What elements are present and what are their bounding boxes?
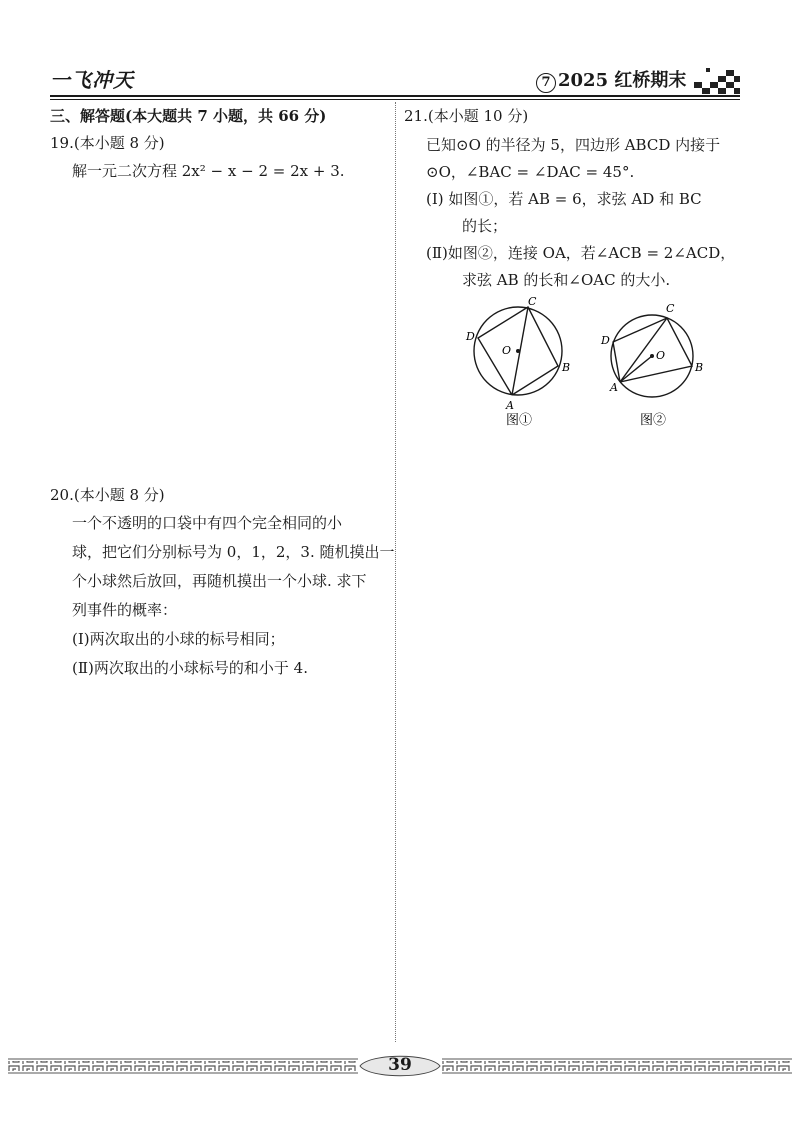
fig2-label-O: O <box>656 349 666 362</box>
figure-1 <box>465 296 570 426</box>
q21-line-4: 的长； <box>462 217 508 235</box>
q21-line-3: (Ⅰ) 如图①，若 AB = 6，求弦 AD 和 BC <box>426 190 702 208</box>
figure-2 <box>600 302 703 426</box>
series-title <box>536 66 686 93</box>
section-title: 三、解答题(本大题共 7 小题，共 66 分) <box>50 107 327 125</box>
q20-line-3: 个小球然后放回，再随机摸出一个小球. 求下 <box>72 572 367 590</box>
series-number: 7 <box>536 73 556 93</box>
page-number: 39 <box>388 1055 412 1075</box>
q21-line-1: 已知⊙O 的半径为 5，四边形 ABCD 内接于 <box>426 136 721 154</box>
q21-line-2: ⊙O，∠BAC = ∠DAC = 45°. <box>426 163 635 181</box>
fig1-label-O: O <box>502 344 512 357</box>
fig2-label-C: C <box>666 302 675 315</box>
q20-line-2: 球，把它们分别标号为 0，1，2，3. 随机摸出一 <box>72 543 395 561</box>
q19-label: 19.(本小题 8 分) <box>50 134 165 152</box>
fig2-caption: 图② <box>640 413 667 426</box>
fig1-label-C: C <box>528 296 537 308</box>
fig1-caption: 图① <box>506 413 533 426</box>
q19-text: 解一元二次方程 2x² − x − 2 = 2x + 3. <box>72 162 345 180</box>
fig2-label-A: A <box>610 381 618 394</box>
q21-figures <box>462 296 722 426</box>
q21-label: 21.(本小题 10 分) <box>404 107 529 125</box>
series-text: 2025 红桥期末 <box>558 70 687 91</box>
fig1-label-A: A <box>506 399 514 412</box>
q21-line-6: 求弦 AB 的长和∠OAC 的大小. <box>462 271 671 289</box>
brand-logo: 一飞冲天 <box>50 68 134 92</box>
fig2-label-B: B <box>695 361 704 374</box>
header-rule-thin <box>50 99 740 100</box>
fig1-label-B: B <box>562 361 571 374</box>
fig1-label-D: D <box>466 330 475 343</box>
q21-line-5: (Ⅱ)如图②，连接 OA，若∠ACB = 2∠ACD， <box>426 244 736 262</box>
q20-part-1: (Ⅰ)两次取出的小球的标号相同； <box>72 630 285 648</box>
column-divider <box>395 102 396 1042</box>
q20-label: 20.(本小题 8 分) <box>50 486 165 504</box>
q20-line-1: 一个不透明的口袋中有四个完全相同的小 <box>72 514 343 532</box>
checker-decoration <box>694 64 740 94</box>
header-rule <box>50 95 740 97</box>
q20-part-2: (Ⅱ)两次取出的小球标号的和小于 4. <box>72 659 308 677</box>
q20-line-4: 列事件的概率： <box>72 601 178 619</box>
fig2-label-D: D <box>601 334 610 347</box>
